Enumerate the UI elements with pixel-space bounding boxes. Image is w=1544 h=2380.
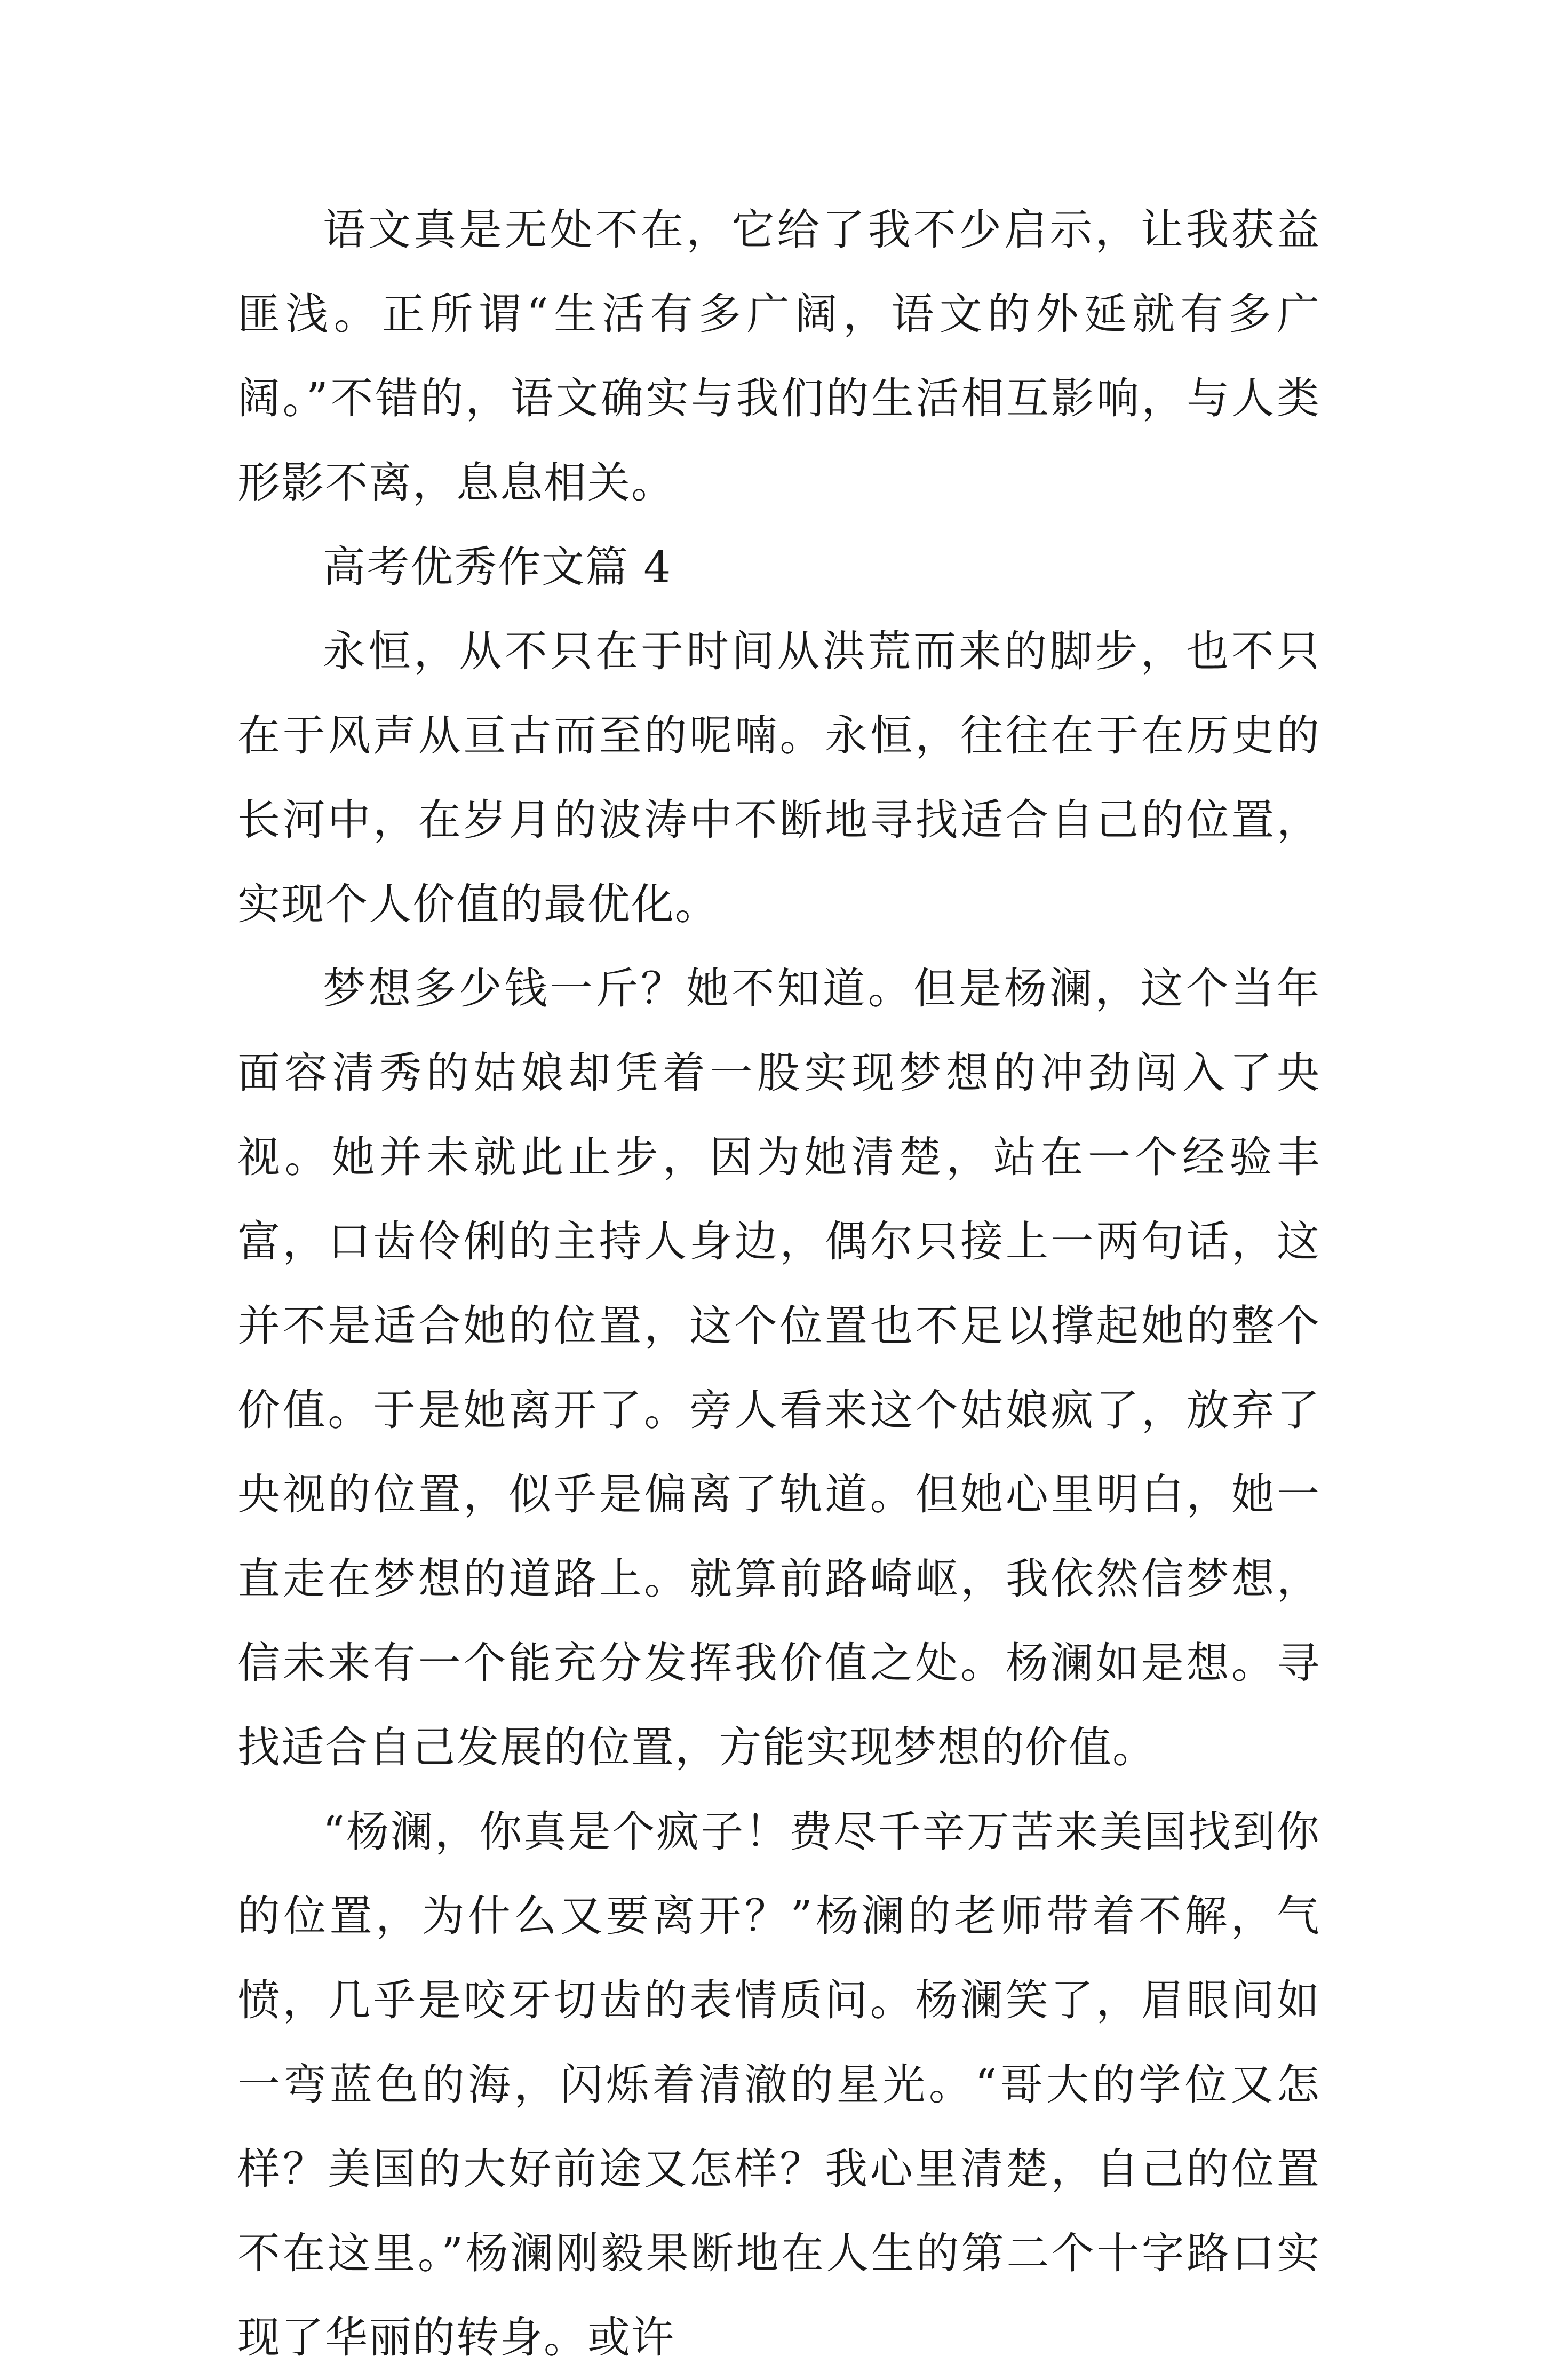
paragraph-dream: 梦想多少钱一斤？她不知道。但是杨澜，这个当年面容清秀的姑娘却凭着一股实现梦想的冲劲闯入了央视。她并未就此止步，因为她清楚，站在一个经验丰富，口齿伶俐的主持人身边，偶尔只接上一两句话，这并不是适合她的位置，这个位置也不足以撑起她的整个价值。于是她离开了。旁人看来这个姑娘疯了，放弃了央视的位置，似乎是偏离了轨道。但她心里明白，她一直走在梦想的道路上。就算前路崎岖，我依然信梦想，信未来有一个能充分发挥我价值之处。杨澜如是想。寻找适合自己发展的位置，方能实现梦想的价值。 xyxy=(237,964,1320,1772)
paragraph-intro: 语文真是无处不在，它给了我不少启示，让我获益匪浅。正所谓“生活有多广阔，语文的外延就有多广阔。”不错的，语文确实与我们的生活相互影响，与人类形影不离，息息相关。 xyxy=(237,205,1320,507)
paragraph-dialogue: “杨澜，你真是个疯子！费尽千辛万苦来美国找到你的位置，为什么又要离开？”杨澜的老师带着不解，气愤，几乎是咬牙切齿的表情质问。杨澜笑了，眉眼间如一弯蓝色的海，闪烁着清澈的星光。“哥大的学位又怎样？美国的大好前途又怎样？我心里清楚，自己的位置不在这里。”杨澜刚毅果断地在人生的第二个十字路口实现了华丽的转身。或许 xyxy=(237,1807,1320,2362)
paragraph-eternity: 永恒，从不只在于时间从洪荒而来的脚步，也不只在于风声从亘古而至的呢喃。永恒，往往在于在历史的长河中，在岁月的波涛中不断地寻找适合自己的位置，实现个人价值的最优化。 xyxy=(237,626,1320,929)
section-heading: 高考优秀作文篇 4 xyxy=(323,542,672,592)
document-body xyxy=(237,188,1320,2380)
